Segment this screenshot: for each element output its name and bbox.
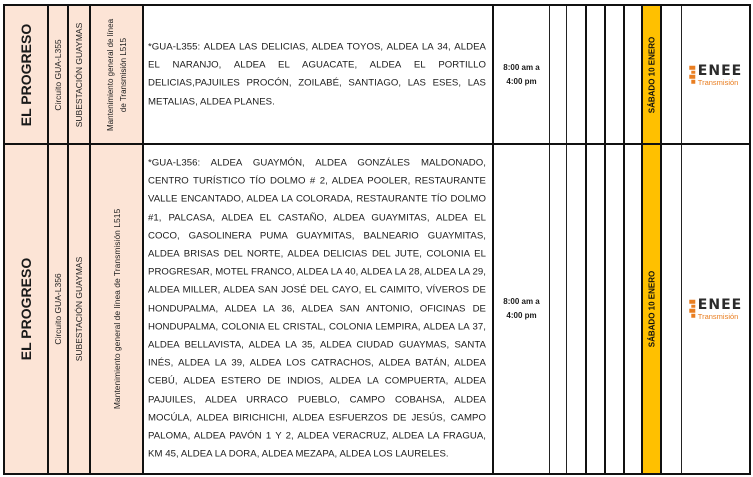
logo-name: ENEE (697, 62, 743, 79)
empty-cell (606, 145, 625, 473)
circuit-cell (49, 6, 69, 144)
time-start: 8:00 am a (503, 297, 540, 306)
municipality-label: EL PROGRESO (18, 257, 34, 361)
substation-cell (69, 145, 91, 473)
empty-cell (587, 145, 606, 473)
substation-cell (69, 6, 91, 144)
empty-cell (567, 6, 587, 144)
municipality-cell (3, 6, 49, 144)
empty-cell (625, 6, 643, 144)
work-cell (91, 6, 144, 144)
logo-subtitle: Transmisión (697, 311, 739, 321)
date-label: SÁBADO 10 ENERO (647, 270, 656, 348)
time-range (494, 295, 549, 323)
time-range (494, 61, 549, 89)
logo-subtitle: Transmisión (697, 77, 739, 87)
table-row (3, 143, 751, 475)
empty-cell (625, 145, 643, 473)
table-row (3, 4, 751, 144)
work-cell (91, 145, 144, 473)
empty-cell (550, 145, 567, 473)
work-line-2: de Transmisión L515 (118, 37, 128, 113)
enee-logo (689, 64, 742, 87)
affected-areas-text: *GUA-L356: ALDEA GUAYMÓN, ALDEA GONZÁLES MALDONADO, CENTRO TURÍSTICO TÍO DOLMO # 2, ALDEA POOLER, RESTAURANTE VALLE ENCANTADO, ALDEA LA COLORADA, RESTAURANTE TÍO DOLMO #1, PALCASA, ALDEA EL CASTAÑO, ALDEA GUAYMITAS, ALDEA EL COCO, GASOLINERA PUMA GUAYMITAS, BALNEARIO GUAYMITAS, ALDEA BRISAS DEL NORTE, ALDEA DELICIAS DEL JUTE, COLONIA EL PROGRESAR, MOTEL FRANCO, ALDEA LA 40, ALDEA LA 28, ALDEA LA 29, ALDEA MILLER, ALDEA SAN JOSÉ DEL CAYO, EL CAIMITO, VÍVEROS DE HONDUPALMA, ALDEA LA 36, ALDEA SAN ANTONIO, OFICINAS DE HONDUPALMA, COLONIA EL CRISTAL, COLONIA LEMPIRA, ALDEA LA 37, ALDEA BELLAVISTA, ALDEA LA 35, ALDEA CIUDAD GUAYMAS, SANTA INÉS, ALDEA LA 39, ALDEA LOS CATRACHOS, ALDEA BATÁN, ALDEA CEBÚ, ALDEA ESTERO DE INDIOS, ALDEA LA COMPUERTA, ALDEA PAJUILES, ALDEA URRACO PUEBLO, CAMPO COBAHSA, ALDEA MOCÚLA, ALDEA BIRICHICHI, ALDEA ESFUERZOS DE JESÚS, CAMPO PALOMA, ALDEA PAVÓN 1 Y 2, ALDEA VERACRUZ, ALDEA LA FRAGUA, KM 45, ALDEA LA DORA, ALDEA MEZAPA, ALDEA LOS LAURELES. (148, 157, 486, 460)
date-cell (643, 145, 662, 473)
enee-logo (689, 298, 742, 321)
empty-cell (587, 6, 606, 144)
time-start: 8:00 am a (503, 63, 540, 72)
empty-cell (662, 6, 682, 144)
date-label: SÁBADO 10 ENERO (647, 36, 656, 114)
work-description: Mantenimiento general de línea de Transmisión L515 (111, 208, 122, 410)
municipality-label: EL PROGRESO (18, 23, 34, 127)
time-end: 4:00 pm (506, 77, 537, 86)
work-line-1: Mantenimiento general de línea (105, 18, 115, 132)
enee-logo-icon (689, 66, 695, 84)
logo-cell (682, 145, 751, 473)
logo-name: ENEE (697, 296, 743, 313)
empty-cell (567, 145, 587, 473)
empty-cell (662, 145, 682, 473)
affected-areas-cell (144, 6, 494, 144)
enee-logo-icon (689, 300, 695, 318)
affected-areas-text: *GUA-L355: ALDEA LAS DELICIAS, ALDEA TOYOS, ALDEA LA 34, ALDEA EL NARANJO, ALDEA EL AGUACATE, ALDEA EL PORTILLO DELICIAS,PAJUILES PROCÓN, ZOILABÉ, SANTIAGO, LAS ESES, LAS METALIAS, ALDEA PLANES. (148, 41, 486, 108)
empty-cell (550, 6, 567, 144)
circuit-cell (49, 145, 69, 473)
date-cell (643, 6, 662, 144)
time-cell (494, 6, 550, 144)
work-description (104, 19, 130, 131)
time-end: 4:00 pm (506, 311, 537, 320)
circuit-label: Circuito GUA-L356 (53, 273, 63, 345)
time-cell (494, 145, 550, 473)
logo-cell (682, 6, 751, 144)
substation-label: SUBESTACIÓN GUAYMAS (74, 256, 84, 362)
circuit-label: Circuito GUA-L355 (53, 39, 63, 111)
affected-areas-cell (144, 145, 494, 473)
substation-label: SUBESTACIÓN GUAYMAS (74, 22, 84, 128)
empty-cell (606, 6, 625, 144)
municipality-cell (3, 145, 49, 473)
